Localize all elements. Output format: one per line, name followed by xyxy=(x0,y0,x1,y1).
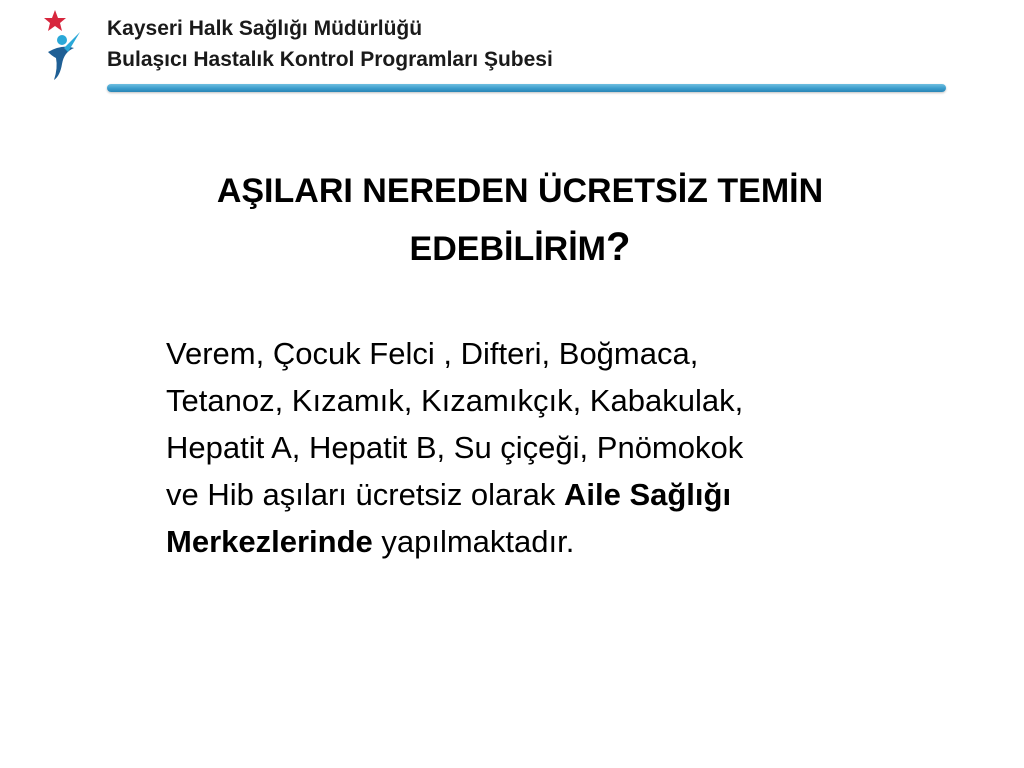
centers-label: Merkezlerinde xyxy=(166,524,373,559)
slide-body xyxy=(166,330,946,565)
department-name: Bulaşıcı Hastalık Kontrol Programları Şubesi xyxy=(107,48,553,71)
organization-name: Kayseri Halk Sağlığı Müdürlüğü xyxy=(107,17,423,40)
logo-crescent xyxy=(24,38,88,88)
family-health-center-label: Aile Sağlığı xyxy=(563,477,732,512)
body-line-1: Verem, Çocuk Felci , Difteri, Boğmaca, xyxy=(166,336,699,371)
body-line-2: Tetanoz, Kızamık, Kızamıkçık, Kabakulak, xyxy=(166,383,744,418)
logo-figure-head xyxy=(57,35,67,45)
logo-graphic xyxy=(18,8,98,92)
ministry-logo xyxy=(18,8,98,92)
body-line-3: Hepatit A, Hepatit B, Su çiçeği, Pnömokok xyxy=(166,430,744,465)
body-line-5-text: yapılmaktadır. xyxy=(372,524,575,559)
body-line-5 xyxy=(166,518,946,565)
question-mark: ? xyxy=(606,225,631,269)
logo-figure-body xyxy=(48,47,74,80)
slide-title-line-1: AŞILARI NEREDEN ÜCRETSİZ TEMİN xyxy=(216,172,824,210)
header-divider xyxy=(107,84,946,92)
slide-title-word: EDEBİLİRİM xyxy=(409,230,606,268)
logo-star-icon xyxy=(44,10,66,31)
body-line-4 xyxy=(166,471,946,518)
slide-title xyxy=(120,163,920,277)
body-line-4-text: ve Hib aşıları ücretsiz olarak xyxy=(166,477,564,512)
slide-title-line-2 xyxy=(120,219,920,277)
organization-header xyxy=(107,13,807,75)
